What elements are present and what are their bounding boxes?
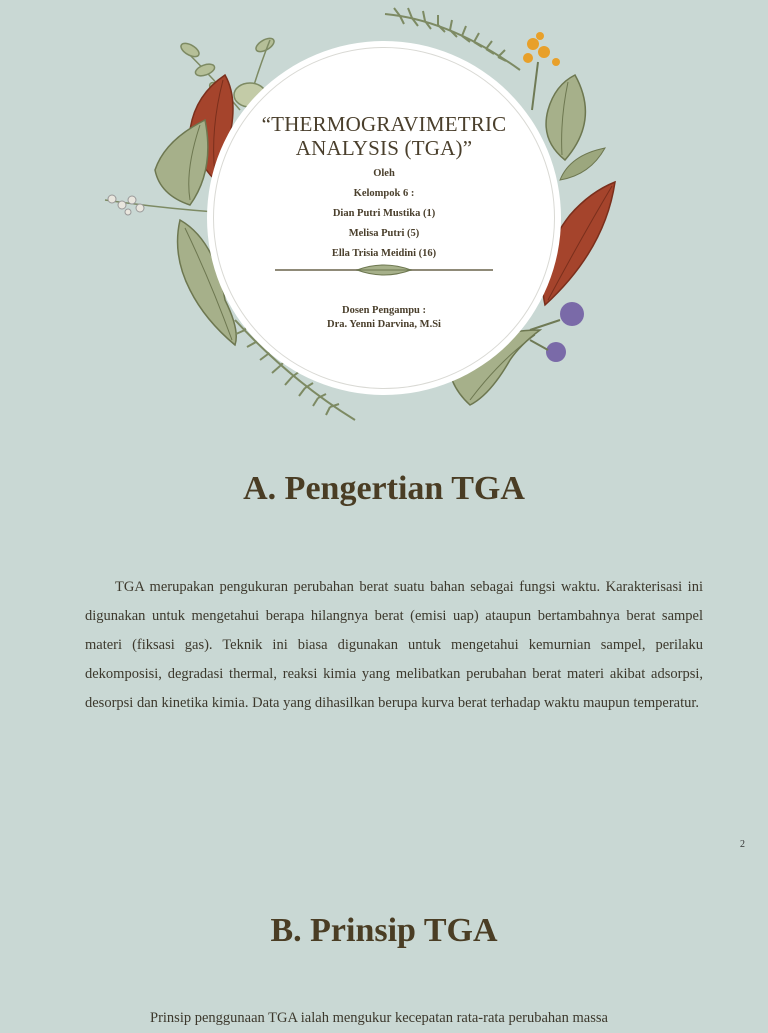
white-blossom-branch <box>105 195 215 215</box>
section-a-paragraph: TGA merupakan pengukuran perubahan berat suatu bahan sebagai fungsi waktu. Karakterisasi ini digunakan untuk mengetahui berapa hilangnya berat (emisi uap) ataupun bertambahnya berat sampel materi (fiksasi gas). Teknik ini biasa digunakan untuk mengetahui kemurnian sampel, perilaku dekomposisi, degradasi thermal, reaksi kimia yang melibatkan perubahan berat materi akibat adsorpsi, desorpsi dan kinetika kimia. Data yang dihasilkan berupa kurva berat terhadap waktu maupun temperatur. <box>85 579 703 711</box>
leaf-ornament-icon <box>355 262 413 278</box>
cover-text-block <box>230 112 538 264</box>
cover-title-line2: ANALYSIS (TGA)” <box>295 136 473 160</box>
section-b-heading: B. Prinsip TGA <box>270 912 498 949</box>
cover-member: Melisa Putri (5) <box>348 228 420 239</box>
cover-title-line1: “THERMOGRAVIMETRIC <box>261 112 507 136</box>
cover-group: Kelompok 6 : <box>353 188 415 199</box>
cover-member: Dian Putri Mustika (1) <box>332 208 436 219</box>
cover-lecturer-name: Dra. Yenni Darvina, M.Si <box>327 319 441 330</box>
section-a-heading: A. Pengertian TGA <box>243 470 525 507</box>
leaf-right-green <box>546 75 585 160</box>
cover-lecturer-label: Dosen Pengampu : <box>341 305 426 316</box>
leaf-left-green <box>155 120 208 205</box>
cover-member: Ella Trisia Meidini (16) <box>331 248 437 259</box>
cover-lecturer-block <box>230 304 538 332</box>
cover-by-label: Oleh <box>373 168 395 179</box>
page-number: 2 <box>740 839 745 850</box>
section-b-paragraph: Prinsip penggunaan TGA ialah mengukur kecepatan rata-rata perubahan massa <box>150 1010 608 1026</box>
